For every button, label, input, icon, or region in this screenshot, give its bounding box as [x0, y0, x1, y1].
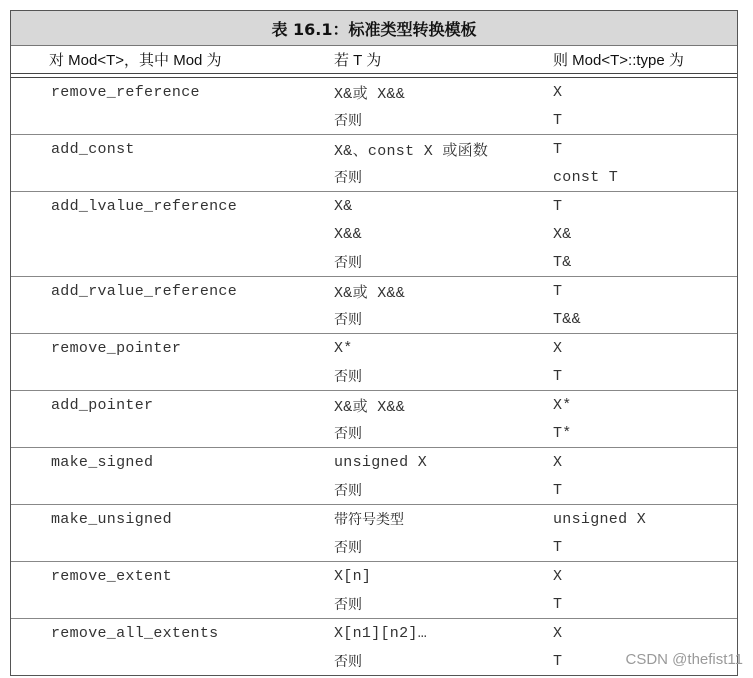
cell-result-type: X — [553, 624, 563, 642]
cell-mod: add_rvalue_reference — [51, 282, 238, 300]
table-group — [11, 334, 737, 391]
table-row — [11, 590, 737, 618]
cell-if-t: X&& — [334, 225, 362, 243]
cell-result-type: T — [553, 538, 563, 556]
table-row — [11, 78, 737, 106]
cell-mod: make_unsigned — [51, 510, 172, 528]
cell-mod: remove_reference — [51, 83, 200, 101]
table-group — [11, 391, 737, 448]
cell-if-t: 否则 — [334, 369, 362, 385]
cell-if-t: X& — [334, 197, 353, 215]
header-result-type: 则 Mod<T>::type 为 — [553, 52, 684, 69]
cell-if-t: 否则 — [334, 113, 362, 129]
watermark: CSDN @thefist11 — [625, 651, 743, 668]
cell-result-type: unsigned X — [553, 510, 647, 528]
cell-if-t: unsigned X — [334, 453, 428, 471]
cell-result-type: T — [553, 140, 563, 158]
cell-if-t: 否则 — [334, 312, 362, 328]
cell-result-type: const T — [553, 168, 619, 186]
cell-mod: add_pointer — [51, 396, 154, 414]
table-row — [11, 419, 737, 447]
cell-if-t: 否则 — [334, 654, 362, 670]
cell-if-t: X&或 X&& — [334, 284, 406, 302]
table-group — [11, 562, 737, 619]
cell-if-t: X&、const X 或函数 — [334, 142, 489, 160]
table-group — [11, 135, 737, 192]
table-row — [11, 476, 737, 504]
cell-if-t: 否则 — [334, 170, 362, 186]
cell-result-type: X& — [553, 225, 572, 243]
cell-result-type: X — [553, 567, 563, 585]
cell-if-t: 否则 — [334, 540, 362, 556]
table-row — [11, 391, 737, 419]
cell-result-type: T — [553, 481, 563, 499]
cell-if-t: X&或 X&& — [334, 398, 406, 416]
cell-result-type: T — [553, 595, 563, 613]
cell-if-t: 否则 — [334, 597, 362, 613]
cell-result-type: T* — [553, 424, 572, 442]
table-row — [11, 505, 737, 533]
table-group — [11, 448, 737, 505]
cell-mod: add_lvalue_reference — [51, 197, 238, 215]
table-row — [11, 220, 737, 248]
table-row — [11, 106, 737, 134]
table-row — [11, 277, 737, 305]
table-row — [11, 248, 737, 276]
table-row — [11, 362, 737, 390]
cell-if-t: X* — [334, 339, 353, 357]
cell-if-t: X[n] — [334, 567, 372, 585]
cell-if-t: 否则 — [334, 483, 362, 499]
table-header-row — [11, 46, 737, 74]
table-body — [11, 78, 737, 675]
cell-result-type: T — [553, 197, 563, 215]
cell-result-type: X* — [553, 396, 572, 414]
cell-result-type: X — [553, 83, 563, 101]
cell-result-type: T — [553, 111, 563, 129]
cell-result-type: T — [553, 652, 563, 670]
cell-mod: remove_pointer — [51, 339, 182, 357]
cell-mod: make_signed — [51, 453, 154, 471]
table-group — [11, 505, 737, 562]
header-if-t: 若 T 为 — [334, 52, 382, 69]
type-transformation-table — [10, 10, 738, 676]
cell-mod: remove_extent — [51, 567, 172, 585]
cell-if-t: X[n1][n2]… — [334, 624, 428, 642]
table-group — [11, 277, 737, 334]
header-mod: 对 Mod<T>，其中 Mod 为 — [49, 52, 222, 69]
table-row — [11, 448, 737, 476]
table-row — [11, 192, 737, 220]
cell-mod: add_const — [51, 140, 135, 158]
table-row — [11, 334, 737, 362]
cell-if-t: X&或 X&& — [334, 85, 406, 103]
cell-if-t: 否则 — [334, 426, 362, 442]
cell-result-type: T& — [553, 253, 572, 271]
table-row — [11, 533, 737, 561]
cell-result-type: X — [553, 453, 563, 471]
table-row — [11, 562, 737, 590]
cell-mod: remove_all_extents — [51, 624, 219, 642]
table-caption: 表 16.1：标准类型转换模板 — [11, 10, 737, 46]
table-group — [11, 78, 737, 135]
table-row — [11, 305, 737, 333]
table-row — [11, 135, 737, 163]
cell-if-t: 否则 — [334, 255, 362, 271]
table-group — [11, 192, 737, 277]
cell-result-type: X — [553, 339, 563, 357]
cell-result-type: T — [553, 367, 563, 385]
cell-if-t: 带符号类型 — [334, 512, 404, 528]
cell-result-type: T — [553, 282, 563, 300]
table-row — [11, 163, 737, 191]
cell-result-type: T&& — [553, 310, 581, 328]
table-row — [11, 619, 737, 647]
